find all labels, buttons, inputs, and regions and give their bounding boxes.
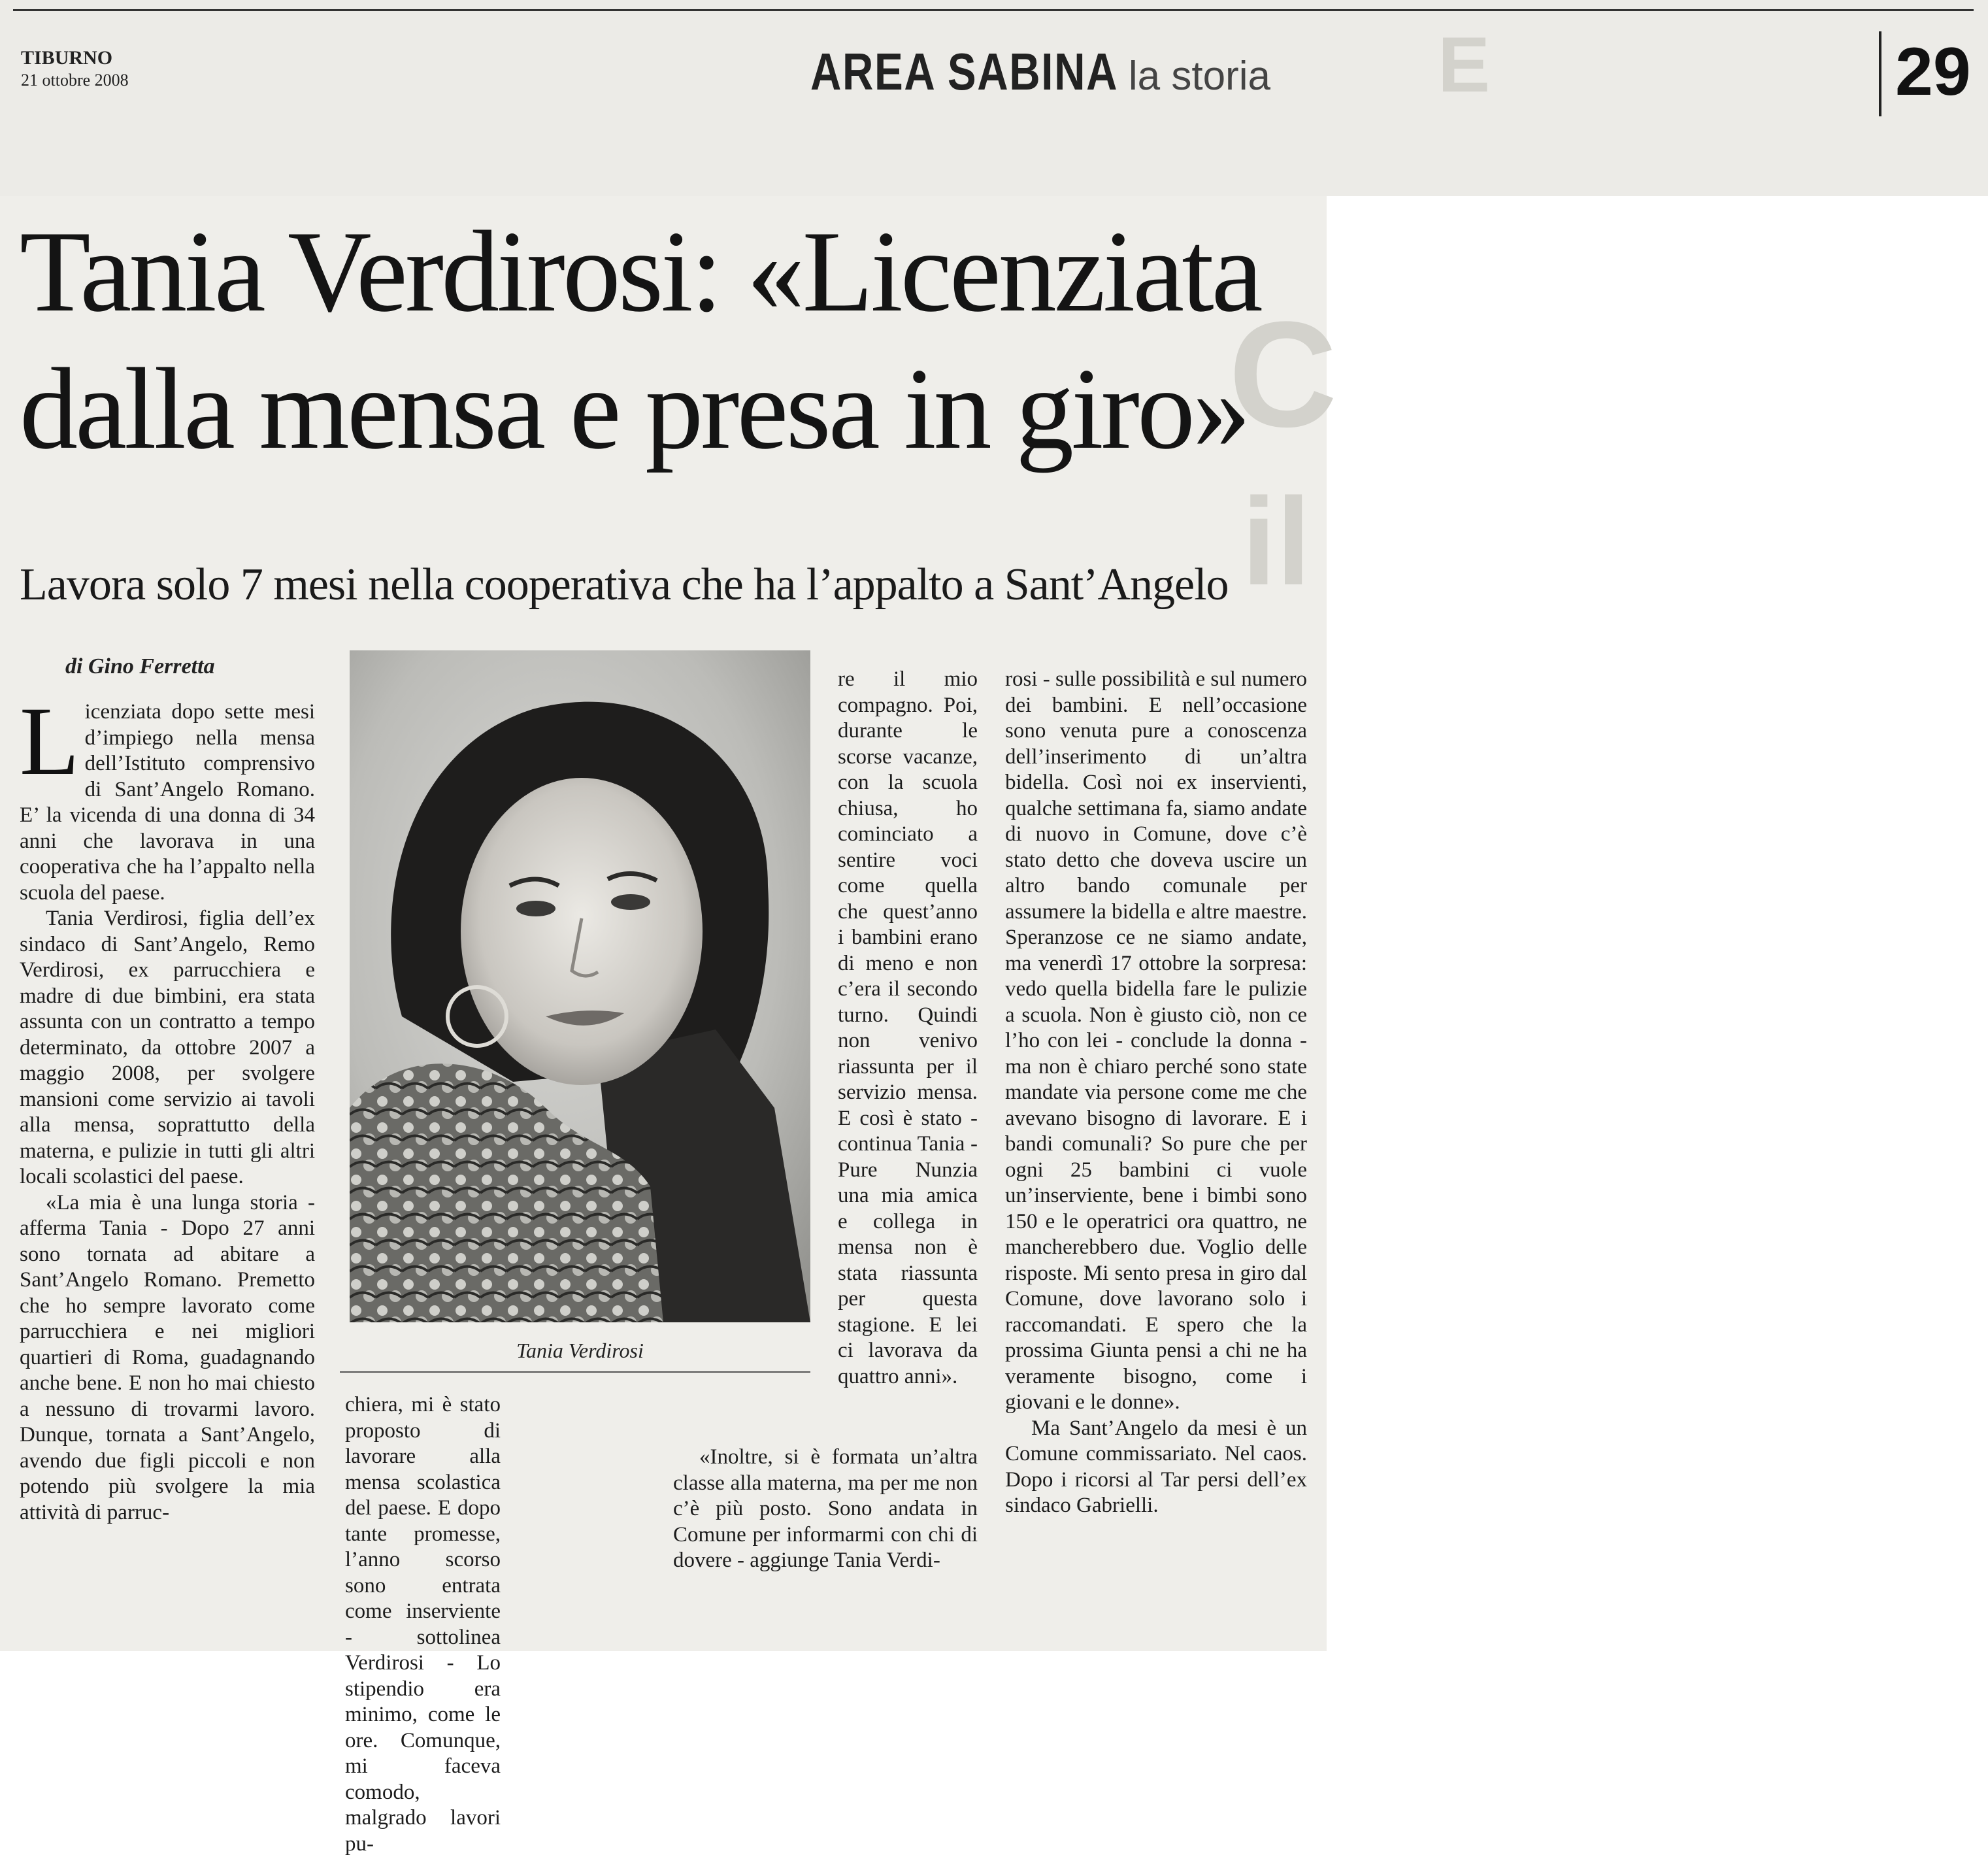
page-number: 29 [1895,34,1971,110]
publication-date: 21 ottobre 2008 [21,71,129,90]
portrait-photo [350,650,810,1322]
paragraph: re il mio compagno. Poi, durante le scorse vacanze, con la scuola chiusa, ho cominciato a sentire voci come quella che quest’anno i bambini erano di meno e non c’era il secondo turno. Quindi non venivo riassunta per il servizio mensa. E così è stato - continua Tania - Pure Nunzia una mia amica e collega in mensa non è stata riassunta per questa stagione. E lei ci lavorava da quattro anni». [838,667,978,1388]
bleed-through: C [1229,290,1338,458]
bleed-through: E [1438,21,1491,109]
paragraph-text: icenziata dopo sette mesi d’impiego nella mensa dell’Istituto comprensivo di Sant’Angelo Romano. E’ la vicenda di una donna di 34 anni che lavorava in una cooperativa che ha l’appalto nella scuola del paese. [20,700,315,905]
article-column-3-bottom [673,1445,978,1574]
header-divider [1879,31,1881,116]
paragraph: Tania Verdirosi, figlia dell’ex sindaco di Sant’Angelo, Remo Verdirosi, ex parrucchiera e madre di due bimbini, era stata assunta con un contratto a tempo determinato, da ottobre 2007 a maggio 2008, per svolgere mansioni come servizio ai tavoli alla mensa, soprattutto della materna, e pulizie in tutti gli altri locali scolastici del paese. [20,907,315,1188]
publication-name: TIBURNO [21,47,113,69]
paragraph: rosi - sulle possibilità e sul numero dei bambini. E nell’occasione sono venuta pure a conoscenza dell’inserimento di un’altra bidella. Così noi ex inservienti, qualche settimana fa, siamo andate di nuovo in Comune, dove c’è stato detto che doveva uscire un altro bando comunale per assumere la bidella e altre maestre. Speranzose ce ne siamo andate, ma venerdì 17 ottobre la sorpresa: vedo quella bidella fare le pulizie a scuola. Non è giusto ciò, non ce l’ho con lei - conclude la donna - ma non è chiaro perché sono state mandate via persone come me che avevano bisogno di lavorare. E i bandi comunali? So pure che per ogni 25 bambini ci vuole un’inserviente, bene i bimbi sono 150 e le operatrici ora quattro, ne mancherebbero due. Voglio delle risposte. Mi sento presa in giro dal Comune, dove lavorano solo i raccomandati. E spero che la prossima Giunta pensi a chi ne ha veramente bisogno, come i giovani e le donne». [1005,667,1307,1414]
byline: di Gino Ferretta [65,654,215,678]
portrait-image [350,650,810,1322]
masthead [21,47,129,92]
drop-cap: L [20,687,80,795]
article-column-4 [1005,667,1307,1519]
paragraph [20,687,315,906]
caption-rule [340,1371,810,1373]
section-header [810,39,1270,109]
article-column-1 [20,687,315,1526]
paragraph: «La mia è una lunga storia - afferma Tania - Dopo 27 anni sono tornata ad abitare a Sant’Angelo Romano. Premetto che ho sempre lavorato come parrucchiera e nei migliori quartieri di Roma, guadagnando anche bene. E non ho mai chiesto a nessuno di trovarmi lavoro. Dunque, tornata a Sant’Angelo, avendo due figli piccoli e non potendo più svolgere la mia attività di parruc- [20,1190,315,1524]
paragraph: chiera, mi è stato proposto di lavorare alla mensa scolastica del paese. E dopo tante promesse, l’anno scorso sono entrata come inserviente - sottolinea Verdirosi - Lo stipendio era minimo, come le ore. Comunque, mi faceva comodo, malgrado lavori pu- [345,1393,501,1856]
article-column-3-top [838,667,978,1390]
paragraph: Ma Sant’Angelo da mesi è un Comune commissariato. Nel caos. Dopo i ricorsi al Tar persi dell’ex sindaco Gabrielli. [1005,1416,1307,1517]
headline [20,203,1327,477]
photo-caption: Tania Verdirosi [516,1339,644,1362]
section-subtitle: la storia [1128,54,1270,99]
headline-line-1: Tania Verdirosi: «Licenziata [20,207,1261,336]
headline-line-2: dalla mensa e presa in giro» [20,344,1248,473]
subheadline: Lavora solo 7 mesi nella cooperativa che ha l’appalto a Sant’Angelo [20,560,1229,610]
top-rule [13,9,1974,11]
section-name: AREA SABINA [810,42,1119,101]
paragraph: «Inoltre, si è formata un’altra classe alla materna, ma per me non c’è più posto. Sono andata in Comune per informarmi con chi di dovere - aggiunge Tania Verdi- [673,1445,978,1572]
bleed-through: il [1242,473,1311,611]
article-column-2 [345,1392,501,1857]
